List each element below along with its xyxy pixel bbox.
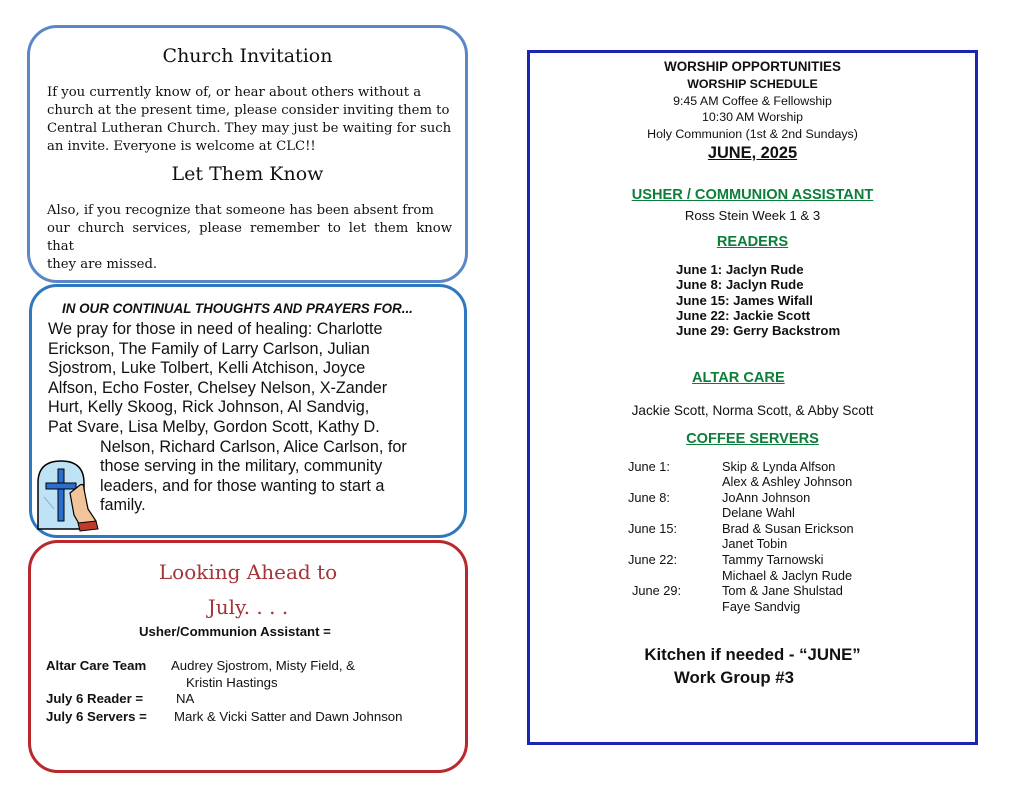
altar-value: Jackie Scott, Norma Scott, & Abby Scott [631, 403, 874, 418]
prayer-line: Erickson, The Family of Larry Carlson, Julian [48, 340, 370, 358]
coffee-name: JoAnn Johnson [722, 490, 811, 505]
looking-ahead-month: July. . . . [207, 595, 289, 619]
work-group-line: Work Group #3 [674, 668, 794, 687]
invitation-line: Central Lutheran Church. They may just be waiting for such [47, 121, 452, 136]
schedule-item: 10:30 AM Worship [701, 110, 803, 124]
ahead-reader-value: NA [176, 691, 195, 706]
ahead-usher-label: Usher/Communion Assistant = [139, 624, 331, 639]
reader-entry: June 29: Gerry Backstrom [676, 323, 841, 338]
schedule-item: Holy Communion (1st & 2nd Sundays) [647, 127, 858, 141]
prayer-line: leaders, and for those wanting to start a [100, 477, 385, 495]
altar-heading: ALTAR CARE [692, 370, 785, 386]
schedule-title: WORSHIP SCHEDULE [687, 77, 818, 91]
prayer-line: Hurt, Kelly Skoog, Rick Johnson, Al Sandvig, [48, 398, 370, 416]
usher-value: Ross Stein Week 1 & 3 [684, 208, 821, 223]
let-them-know-body [47, 202, 452, 274]
invitation-title: Church Invitation [162, 45, 333, 67]
reader-entry: June 8: Jaclyn Rude [676, 277, 804, 292]
ahead-altar-value: Kristin Hastings [186, 675, 278, 690]
coffee-name: Michael & Jaclyn Rude [722, 568, 853, 583]
coffee-name: Brad & Susan Erickson [722, 521, 854, 536]
invitation-line: If you currently know of, or hear about others without a [47, 85, 422, 100]
prayer-line: We pray for those in need of healing: Charlotte [48, 320, 383, 338]
coffee-date: June 15: [628, 521, 678, 536]
reader-entry: June 22: Jackie Scott [676, 308, 811, 323]
prayer-line: family. [100, 496, 146, 514]
let-them-know-line: they are missed. [47, 257, 158, 272]
praying-hands-cross-icon [34, 457, 100, 533]
prayer-line: those serving in the military, community [100, 457, 383, 475]
ahead-altar-label: Altar Care Team [46, 658, 147, 673]
readers-heading: READERS [716, 234, 789, 250]
ahead-altar-value: Audrey Sjostrom, Misty Field, & [171, 658, 355, 673]
month-heading: JUNE, 2025 [707, 144, 798, 162]
let-them-know-line: our church services, please remember to let them know that [47, 221, 452, 254]
prayers-panel [29, 284, 467, 538]
prayer-line: Alfson, Echo Foster, Chelsey Nelson, X-Zander [48, 379, 388, 397]
invitation-line: church at the present time, please consider inviting them to [47, 103, 450, 118]
coffee-name: Alex & Ashley Johnson [722, 474, 853, 489]
let-them-know-line: Also, if you recognize that someone has been absent from [47, 203, 434, 218]
coffee-name: Tom & Jane Shulstad [722, 583, 843, 598]
coffee-date: June 8: [628, 490, 670, 505]
coffee-date: June 22: [628, 552, 678, 567]
looking-ahead-title: Looking Ahead to [158, 560, 338, 584]
kitchen-line: Kitchen if needed - “JUNE” [644, 645, 861, 664]
church-invitation-panel [27, 25, 468, 283]
invitation-line: an invite. Everyone is welcome at CLC!! [47, 139, 316, 154]
usher-heading: USHER / COMMUNION ASSISTANT [631, 187, 874, 203]
coffee-name: Tammy Tarnowski [722, 552, 824, 567]
coffee-name: Faye Sandvig [722, 599, 801, 614]
invitation-body [47, 84, 452, 156]
worship-opportunities-panel [527, 50, 978, 745]
looking-ahead-panel [28, 540, 468, 773]
ahead-reader-label: July 6 Reader = [46, 691, 144, 706]
ahead-servers-label: July 6 Servers = [46, 709, 147, 724]
prayers-heading: IN OUR CONTINUAL THOUGHTS AND PRAYERS FOR... [62, 301, 413, 316]
coffee-name: Skip & Lynda Alfson [722, 459, 836, 474]
prayer-line: Nelson, Richard Carlson, Alice Carlson, for [100, 438, 407, 456]
reader-entry: June 1: Jaclyn Rude [676, 262, 804, 277]
prayer-line: Sjostrom, Luke Tolbert, Kelli Atchison, Joyce [48, 359, 366, 377]
coffee-date: June 29: [632, 583, 682, 598]
prayer-line: Pat Svare, Lisa Melby, Gordon Scott, Kathy D. [48, 418, 380, 436]
reader-entry: June 15: James Wifall [676, 293, 813, 308]
let-them-know-title: Let Them Know [171, 163, 324, 185]
worship-title: WORSHIP OPPORTUNITIES [664, 59, 841, 74]
schedule-item: 9:45 AM Coffee & Fellowship [673, 94, 832, 108]
coffee-name: Janet Tobin [722, 536, 788, 551]
coffee-name: Delane Wahl [722, 505, 795, 520]
ahead-servers-value: Mark & Vicki Satter and Dawn Johnson [174, 709, 403, 724]
coffee-date: June 1: [628, 459, 670, 474]
coffee-heading: COFFEE SERVERS [686, 431, 819, 447]
